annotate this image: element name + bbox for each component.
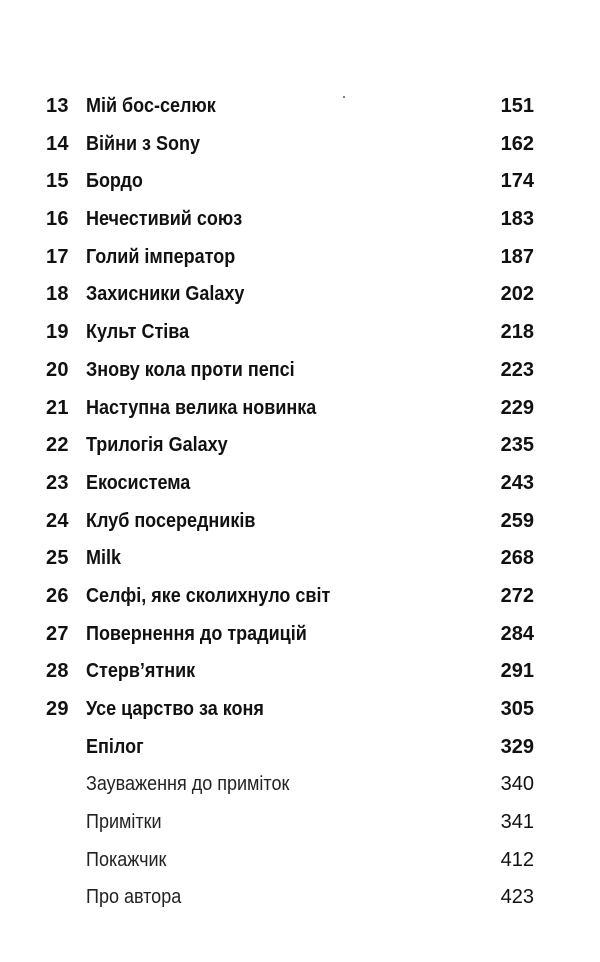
chapter-number: 21: [46, 396, 69, 419]
chapter-number: 25: [46, 547, 69, 570]
toc-row[interactable]: [0, 691, 600, 729]
page-number: 174: [500, 170, 534, 193]
page-number: 229: [500, 396, 534, 419]
page-number: 183: [500, 208, 534, 231]
chapter-number: 13: [46, 95, 69, 117]
toc-row[interactable]: [0, 578, 600, 616]
chapter-title: Голий імператор: [86, 245, 236, 268]
chapter-title: Про автора: [86, 886, 182, 909]
chapter-number: 23: [46, 471, 69, 494]
toc-row[interactable]: [0, 540, 600, 578]
chapter-title: Примітки: [86, 811, 162, 834]
page-number: 187: [500, 245, 534, 268]
toc-row[interactable]: [0, 88, 600, 126]
page-number: 272: [500, 584, 534, 607]
chapter-title: Нечестивий союз: [86, 208, 243, 231]
toc-row[interactable]: [0, 163, 600, 201]
chapter-title: Селфі, яке сколихнуло світ: [86, 584, 331, 607]
chapter-number: 29: [46, 698, 69, 720]
page-number: 412: [500, 848, 534, 871]
chapter-title: Наступна велика новинка: [86, 396, 317, 419]
chapter-title: Повернення до традицій: [86, 622, 307, 645]
chapter-number: 19: [46, 321, 69, 344]
chapter-number: 15: [46, 170, 69, 193]
chapter-number: 28: [46, 660, 69, 683]
chapter-title: Покажчик: [86, 848, 167, 871]
toc-row[interactable]: [0, 427, 600, 465]
chapter-number: 16: [46, 208, 69, 231]
toc-row[interactable]: [0, 465, 600, 503]
toc-row[interactable]: [0, 842, 600, 880]
chapter-title: Зауваження до приміток: [86, 773, 290, 796]
chapter-title: Клуб посередників: [86, 509, 256, 532]
page-number: 284: [500, 622, 534, 645]
toc-row[interactable]: [0, 653, 600, 691]
toc-row[interactable]: [0, 503, 600, 541]
chapter-number: 20: [46, 358, 69, 381]
page-number: 329: [500, 735, 534, 758]
chapter-number: 22: [46, 434, 69, 457]
chapter-title: Бордо: [86, 170, 143, 193]
chapter-number: 24: [46, 509, 69, 532]
toc-row[interactable]: [0, 729, 600, 767]
chapter-number: 26: [46, 584, 69, 607]
page-number: 151: [500, 95, 534, 117]
page-number: 259: [500, 509, 534, 532]
page-number: 202: [500, 283, 534, 306]
chapter-title: Війни з Sony: [86, 132, 200, 155]
chapter-title: Мій бос-селюк: [86, 95, 216, 117]
page-number: 162: [500, 132, 534, 155]
page-number: 243: [500, 471, 534, 494]
page-number: 218: [500, 321, 534, 344]
chapter-title: Епілог: [86, 735, 144, 758]
toc-row[interactable]: [0, 276, 600, 314]
chapter-title: Знову кола проти пепсі: [86, 358, 295, 381]
page-number: 423: [500, 886, 534, 909]
toc-row[interactable]: [0, 879, 600, 917]
table-of-contents: [0, 88, 600, 917]
chapter-number: 17: [46, 245, 69, 268]
page-number: 235: [500, 434, 534, 457]
page-number: 291: [500, 660, 534, 683]
page-number: 341: [500, 811, 534, 834]
toc-row[interactable]: [0, 201, 600, 239]
chapter-title: Трилогія Galaxy: [86, 434, 228, 457]
page-number: 268: [500, 547, 534, 570]
toc-row[interactable]: [0, 239, 600, 277]
chapter-number: 14: [46, 132, 69, 155]
page-number: 223: [500, 358, 534, 381]
toc-row[interactable]: [0, 314, 600, 352]
page-number: 340: [500, 773, 534, 796]
chapter-number: 27: [46, 622, 69, 645]
toc-row[interactable]: [0, 126, 600, 164]
chapter-title: Екосистема: [86, 471, 191, 494]
toc-row[interactable]: [0, 390, 600, 428]
chapter-title: Усе царство за коня: [86, 698, 264, 720]
page-number: 305: [500, 698, 534, 720]
chapter-title: Культ Стіва: [86, 321, 190, 344]
toc-row[interactable]: [0, 616, 600, 654]
chapter-title: Захисники Galaxy: [86, 283, 245, 306]
toc-row[interactable]: [0, 352, 600, 390]
chapter-title: Стерв’ятник: [86, 660, 196, 683]
toc-row[interactable]: [0, 804, 600, 842]
chapter-number: 18: [46, 283, 69, 306]
chapter-title: Milk: [86, 547, 122, 570]
toc-row[interactable]: [0, 766, 600, 804]
